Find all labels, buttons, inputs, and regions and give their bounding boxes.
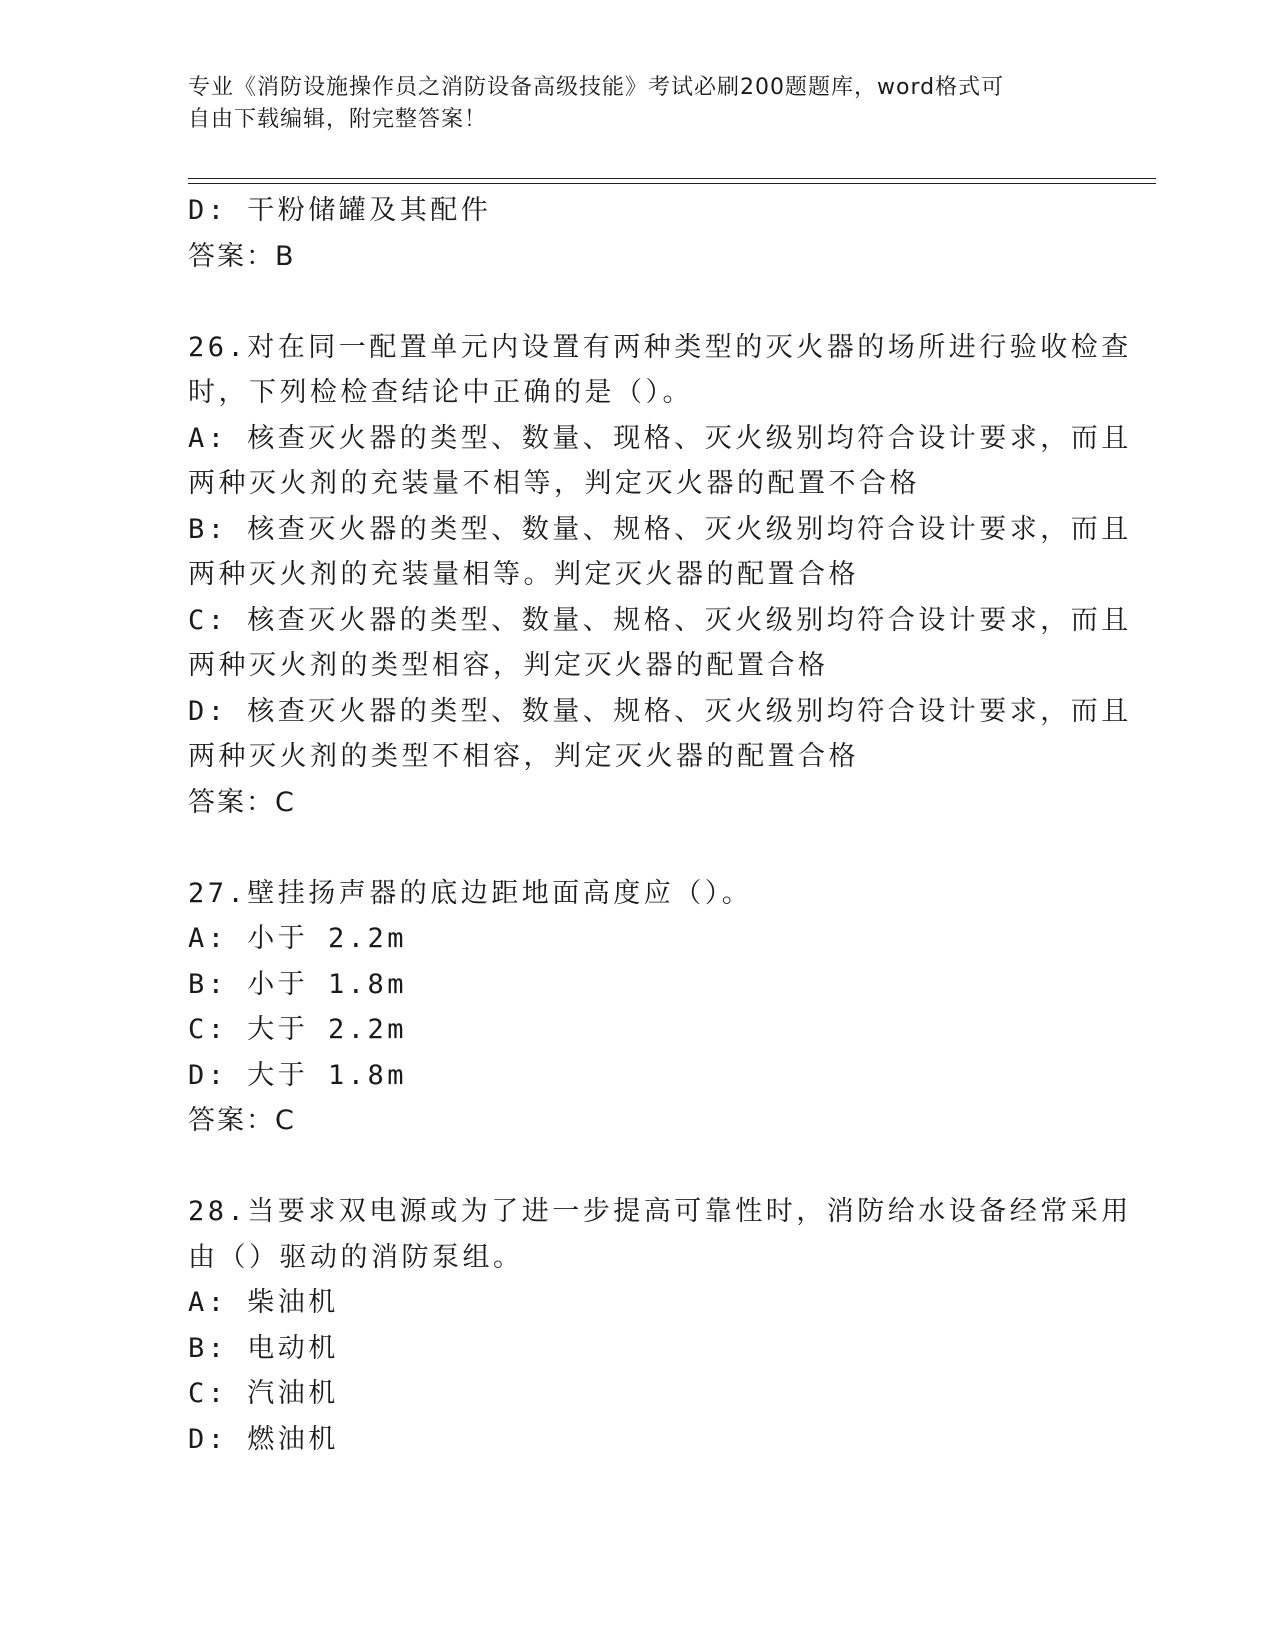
option-d: D: 干粉储罐及其配件 [188, 195, 492, 226]
header-line-1: 专业《消防设施操作员之消防设备高级技能》考试必刷200题题库，word格式可 [188, 75, 1005, 100]
header-divider-bottom [188, 183, 1156, 184]
option-a: A: 小于 2.2m [188, 923, 408, 954]
spacer [188, 825, 1088, 871]
option-d-cont: 两种灭火剂的类型不相容，判定灭火器的配置合格 [188, 741, 859, 772]
answer: 答案：C [188, 786, 296, 818]
spacer [188, 279, 1088, 325]
question-list [188, 188, 1132, 1462]
question-27 [188, 871, 1088, 1144]
document-header [188, 72, 1068, 136]
option-b: B: 电动机 [188, 1332, 339, 1364]
option-a-cont: 两种灭火剂的充装量不相等，判定灭火器的配置不合格 [188, 468, 920, 499]
question-26 [188, 325, 1132, 826]
option-c: C: 大于 2.2m [188, 1014, 408, 1045]
option-c: C: 核查灭火器的类型、数量、规格、灭火级别均符合设计要求，而且 [188, 604, 1132, 636]
answer: 答案：B [188, 240, 296, 272]
question-28 [188, 1189, 1132, 1462]
option-d: D: 大于 1.8m [188, 1059, 408, 1091]
header-divider-top [188, 178, 1156, 179]
option-d: D: 燃油机 [188, 1423, 339, 1455]
option-a: A: 柴油机 [188, 1287, 339, 1318]
question-stem-cont: 时，下列检检查结论中正确的是（）。 [188, 377, 693, 408]
question-stem: 26.对在同一配置单元内设置有两种类型的灭火器的场所进行验收检查 [188, 331, 1132, 363]
option-b: B: 小于 1.8m [188, 968, 408, 1000]
option-c-cont: 两种灭火剂的类型相容，判定灭火器的配置合格 [188, 650, 829, 681]
option-b: B: 核查灭火器的类型、数量、规格、灭火级别均符合设计要求，而且 [188, 513, 1132, 545]
question-stem: 27.壁挂扬声器的底边距地面高度应（）。 [188, 877, 753, 909]
option-a: A: 核查灭火器的类型、数量、现格、灭火级别均符合设计要求，而且 [188, 422, 1132, 454]
question-stem-cont: 由（）驱动的消防泵组。 [188, 1241, 524, 1273]
header-line-2: 自由下载编辑，附完整答案！ [188, 107, 488, 132]
option-b-cont: 两种灭火剂的充装量相等。判定灭火器的配置合格 [188, 559, 859, 590]
question-stem: 28.当要求双电源或为了进一步提高可靠性时，消防给水设备经常采用 [188, 1196, 1132, 1227]
spacer [188, 1144, 1088, 1190]
option-d: D: 核查灭火器的类型、数量、规格、灭火级别均符合设计要求，而且 [188, 695, 1132, 727]
option-c: C: 汽油机 [188, 1378, 339, 1409]
prev-question-tail [188, 188, 1088, 279]
answer: 答案：C [188, 1105, 296, 1136]
